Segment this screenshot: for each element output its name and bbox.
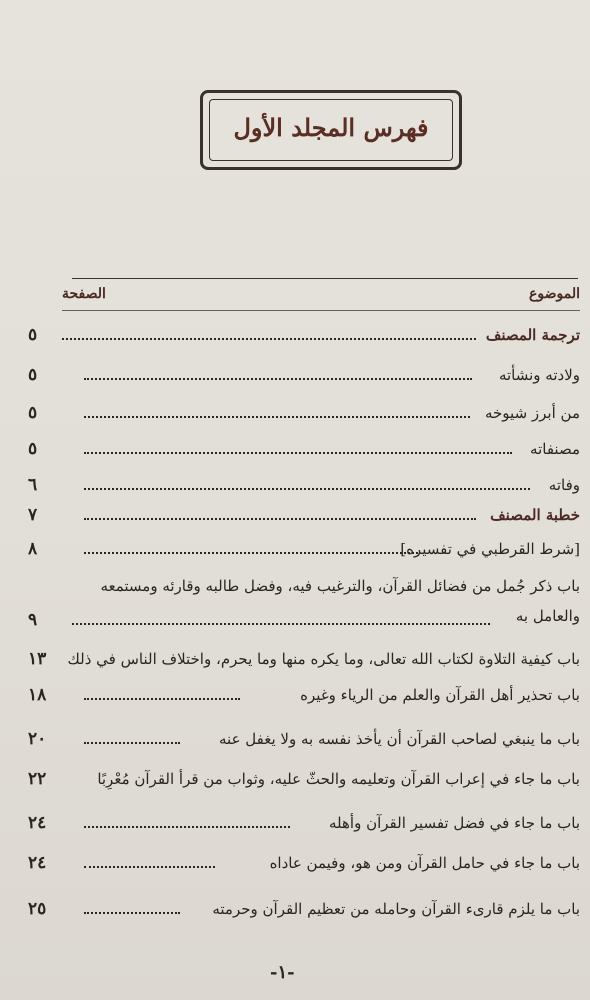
leader-dots <box>72 623 490 625</box>
toc-entry-text: باب تحذير أهل القرآن والعلم من الرياء وغيره <box>300 686 580 704</box>
header-page: الصفحة <box>62 286 106 302</box>
toc-entry-text-continued: والعامل به <box>515 607 580 625</box>
toc-entry-page: ٥ <box>28 439 38 459</box>
toc-entry <box>14 898 580 924</box>
toc-entry-page: ١٣ <box>28 649 47 669</box>
toc-entry-text: باب ما جاء في إعراب القرآن وتعليمه والحثّ عليه، وثواب من قرأ القرآن مُعْرِبًا <box>97 770 580 788</box>
toc-entry <box>14 538 580 564</box>
toc-entry-page: ٦ <box>28 475 38 495</box>
toc-entry-text: وفاته <box>548 476 580 494</box>
toc-entry-page: ٢٥ <box>28 899 47 919</box>
leader-dots <box>84 826 290 828</box>
leader-dots <box>84 866 215 868</box>
toc-entry-page: ٢٢ <box>28 769 47 789</box>
toc-entry <box>14 504 580 530</box>
toc-entry-text: باب ما جاء في حامل القرآن ومن هو، وفيمن عاداه <box>269 854 580 872</box>
toc-entry-page: ٥ <box>28 325 38 345</box>
toc-entry-text: [شرط القرطبي في تفسيره] <box>400 540 580 558</box>
toc-entry-text: خطبة المصنف <box>490 506 580 524</box>
toc-entry-text: ولادته ونشأته <box>498 366 580 384</box>
toc-entry <box>14 852 580 878</box>
toc-entry <box>14 812 580 838</box>
leader-dots <box>84 698 240 700</box>
toc-entry-page: ٨ <box>28 539 38 559</box>
toc-entry <box>14 364 580 390</box>
toc-entry-page: ٢٤ <box>28 853 47 873</box>
page-title: فهرس المجلد الأول <box>233 113 429 142</box>
toc-entry-text: باب ما جاء في فضل تفسير القرآن وأهله <box>328 814 580 832</box>
toc-entry-text: باب كيفية التلاوة لكتاب الله تعالى، وما يكره منها وما يحرم، واختلاف الناس في ذلك <box>67 650 580 668</box>
toc-entry-page: ١٨ <box>28 685 47 705</box>
toc-entry-page: ٩ <box>28 610 38 630</box>
page-number: -١- <box>270 962 295 983</box>
leader-dots <box>84 488 530 490</box>
toc-entry <box>14 575 580 631</box>
toc-entry-page: ٥ <box>28 403 38 423</box>
toc-entry-page: ٢٤ <box>28 813 47 833</box>
leader-dots <box>84 452 512 454</box>
toc-entry <box>14 438 580 464</box>
toc-entry-page: ٧ <box>28 505 38 525</box>
toc-entry-text: مصنفاته <box>530 440 580 458</box>
toc-entry <box>14 474 580 500</box>
toc-entry <box>14 768 580 794</box>
leader-dots <box>84 552 418 554</box>
toc-entry-text: باب ما يلزم قارىء القرآن وحامله من تعظيم القرآن وحرمته <box>212 900 580 918</box>
toc-entry <box>14 648 580 674</box>
leader-dots <box>84 518 476 520</box>
toc-entry-page: ٥ <box>28 365 38 385</box>
leader-dots <box>84 742 180 744</box>
toc-entry-text: باب ذكر جُمل من فضائل القرآن، والترغيب فيه، وفضل طالبه وقارئه ومستمعه <box>100 577 580 595</box>
leader-dots <box>84 416 470 418</box>
toc-entry <box>14 684 580 710</box>
toc-entry <box>14 728 580 754</box>
toc-entry-text: من أبرز شيوخه <box>484 404 580 422</box>
leader-dots <box>62 338 476 340</box>
leader-dots <box>84 378 472 380</box>
toc-entry <box>14 402 580 428</box>
header-topic: الموضوع <box>529 286 580 302</box>
toc-entry-text: باب ما ينبغي لصاحب القرآن أن يأخذ نفسه به ولا يغفل عنه <box>219 730 580 748</box>
toc-entry-text: ترجمة المصنف <box>485 326 580 344</box>
leader-dots <box>84 912 180 914</box>
toc-entry <box>14 324 580 350</box>
toc-entry-page: ٢٠ <box>28 729 47 749</box>
